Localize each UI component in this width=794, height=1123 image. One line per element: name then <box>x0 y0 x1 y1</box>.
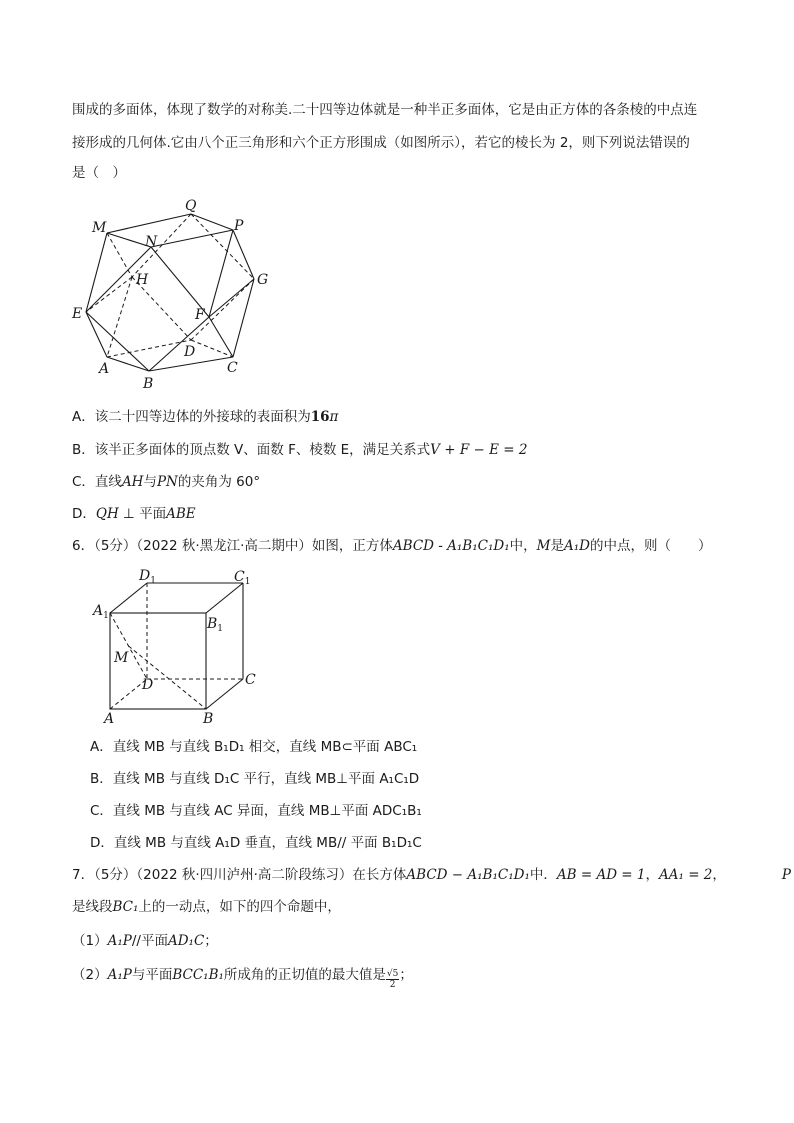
q7-proposition-2: （2）A₁P与平面BCC₁B₁所成角的正切值的最大值是 $\frac{√5}{2}$ ； <box>72 967 413 990</box>
intro-line-2: 接形成的几何体.它由八个正三角形和六个正方形围成（如图所示），若它的棱长为 2，则下列说法错误的 <box>72 135 690 151</box>
fraction-sqrt5-over-2: $\frac{√5}{2}$ <box>386 969 399 990</box>
edge-GC <box>233 279 254 357</box>
q7-stem-line-2: 是线段BC₁上的一动点，如下的四个命题中， <box>72 899 341 915</box>
label-A: A <box>104 711 115 727</box>
label-B: B <box>143 376 154 392</box>
edge-AD <box>107 340 191 357</box>
edge-HE <box>86 277 132 312</box>
edge-FC <box>209 317 233 357</box>
q7-stem-line-1: 7．（5分）（2022 秋·四川泸州·高二阶段练习）在长方体ABCD − A₁B₁C₁D₁中．AB = AD = 1，AA₁ = 2， P <box>72 867 791 883</box>
edge-HA <box>107 277 132 357</box>
q7-proposition-1: （1）A₁P//平面AD₁C； <box>72 933 218 949</box>
q6-option-b: B．直线 MB 与直线 D₁C 平行，直线 MB⊥平面 A₁C₁D <box>90 771 420 787</box>
q6-option-d: D．直线 MB 与直线 A₁D 垂直，直线 MB// 平面 B₁D₁C <box>90 835 422 851</box>
polyhedron-figure <box>66 192 286 397</box>
segment-MB <box>129 646 207 709</box>
label-B1: $B_1$ <box>207 616 224 634</box>
edge-A1D1 <box>110 583 147 613</box>
label-M: M <box>114 650 129 666</box>
edge-QP <box>191 214 233 230</box>
q5-option-b: B．该半正多面体的顶点数 V、面数 F、棱数 E，满足关系式V + F − E = 2 <box>72 442 528 458</box>
q5-option-d: D．QH ⊥ 平面ABE <box>72 506 196 522</box>
edge-DC <box>191 340 233 357</box>
label-C: C <box>245 672 256 688</box>
edge-EA <box>86 312 107 357</box>
q5-option-a: A．该二十四等边体的外接球的表面积为16π <box>72 409 339 425</box>
label-C: C <box>227 360 238 376</box>
q6-option-a: A．直线 MB 与直线 B₁D₁ 相交，直线 MB⊂平面 ABC₁ <box>90 739 418 755</box>
label-N: N <box>145 234 158 250</box>
edge-BC <box>206 679 243 709</box>
label-A: A <box>99 361 110 377</box>
edge-MQ <box>107 214 191 233</box>
edge-EB <box>86 312 149 371</box>
edge-PF <box>209 230 233 317</box>
label-Q: Q <box>185 198 197 214</box>
intro-line-1: 围成的多面体，体现了数学的对称美.二十四等边体就是一种半正多面体，它是由正方体的各条棱的中点连 <box>72 102 698 118</box>
label-D: D <box>184 344 196 360</box>
edge-ME <box>86 233 107 312</box>
label-A1: $A_1$ <box>93 603 109 621</box>
edge-QH <box>132 214 191 277</box>
q6-option-c: C．直线 MB 与直线 AC 异面，直线 MB⊥平面 ADC₁B₁ <box>90 803 422 819</box>
cube-figure <box>90 565 270 730</box>
edge-GF <box>209 279 254 317</box>
label-H: H <box>136 272 149 288</box>
label-M: M <box>92 220 107 236</box>
q5-option-c: C．直线AH与PN的夹角为 60° <box>72 474 261 490</box>
intro-line-3: 是（ ） <box>72 165 126 181</box>
edge-PG <box>233 230 254 279</box>
label-C1: $C_1$ <box>234 569 251 587</box>
label-E: E <box>72 306 83 322</box>
edge-B1C1 <box>206 583 243 613</box>
label-P: P <box>234 218 244 234</box>
label-G: G <box>257 272 269 288</box>
label-F: F <box>195 307 205 323</box>
edge-AB <box>107 357 149 371</box>
label-D1: $D_1$ <box>139 568 156 586</box>
label-D: D <box>142 677 154 693</box>
label-B: B <box>203 711 214 727</box>
q6-stem: 6．（5分）（2022 秋·黑龙江·高二期中）如图，正方体ABCD - A₁B₁C₁D₁中，M是A₁D的中点，则（ ） <box>72 538 712 554</box>
